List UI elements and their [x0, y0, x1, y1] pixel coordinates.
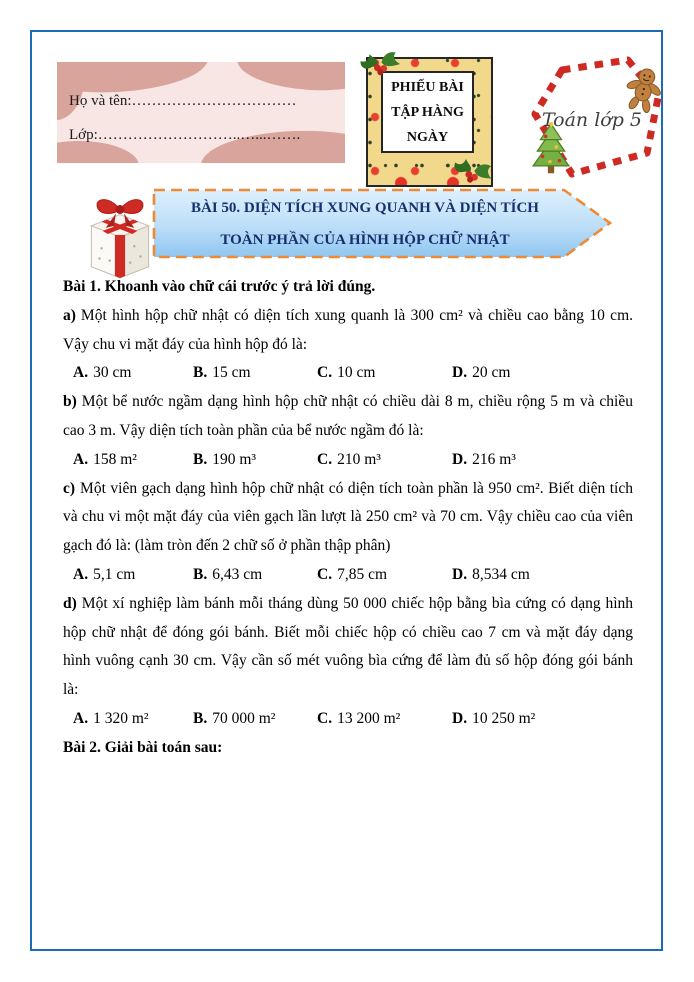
- lesson-title-line1: BÀI 50. DIỆN TÍCH XUNG QUANH VÀ DIỆN TÍCH: [191, 200, 539, 216]
- question-c: [63, 475, 633, 561]
- option-value: 7,85 cm: [337, 565, 388, 583]
- option-letter: D.: [452, 450, 468, 468]
- student-name-line: Họ và tên:……………………………: [69, 93, 297, 109]
- option-value: 210 m³: [337, 450, 381, 468]
- option-letter: A.: [73, 565, 89, 583]
- option-value: 10 cm: [337, 364, 376, 382]
- options-row-b: [63, 446, 633, 475]
- option-letter: C.: [317, 709, 333, 727]
- option-letter: A.: [73, 450, 89, 468]
- option-value: 6,43 cm: [212, 565, 263, 583]
- option-letter: C.: [317, 364, 333, 382]
- option-b-D: [452, 446, 633, 475]
- option-value: 70 000 m²: [212, 709, 276, 727]
- option-letter: D.: [452, 709, 468, 727]
- option-letter: B.: [193, 709, 208, 727]
- option-value: 15 cm: [212, 364, 251, 382]
- option-a-A: [73, 359, 193, 388]
- options-row-d: [63, 705, 633, 734]
- question-d-label: d): [63, 594, 77, 612]
- question-a-text: Một hình hộp chữ nhật có diện tích xung quanh là 300 cm² và chiều cao bằng 10 cm. Vậy chu vi mặt đáy của hình hộp đó là:: [63, 306, 633, 353]
- options-row-c: [63, 561, 633, 590]
- option-d-A: [73, 705, 193, 734]
- question-b: [63, 388, 633, 446]
- option-letter: B.: [193, 450, 208, 468]
- student-class-line: Lớp:………………………..…...…….: [69, 127, 301, 143]
- option-value: 13 200 m²: [337, 709, 401, 727]
- exercise1-heading: Bài 1. Khoanh vào chữ cái trước ý trả lời đúng.: [63, 278, 376, 295]
- lesson-title: [158, 192, 572, 256]
- option-letter: D.: [452, 565, 468, 583]
- option-a-D: [452, 359, 633, 388]
- option-d-B: [193, 705, 317, 734]
- daily-sheet-card: [366, 57, 493, 187]
- daily-sheet-title: [381, 71, 474, 153]
- option-a-C: [317, 359, 452, 388]
- student-info-lines: [57, 62, 345, 152]
- option-value: 5,1 cm: [93, 565, 136, 583]
- option-value: 216 m³: [472, 450, 516, 468]
- option-value: 190 m³: [212, 450, 257, 468]
- question-a-label: a): [63, 306, 76, 324]
- option-letter: C.: [317, 450, 333, 468]
- lesson-title-banner: [152, 188, 614, 259]
- question-c-text: Một viên gạch dạng hình hộp chữ nhật có diện tích toàn phần là 950 cm². Biết diện tích và chu vi một mặt đáy của viên gạch lần lượt là 250 cm² và 70 cm. Vậy chiều cao của viên gạch đó là: (làm tròn đến 2 chữ số ở phần thập phân): [63, 479, 633, 555]
- lesson-title-line2: TOÀN PHẦN CỦA HÌNH HỘP CHỮ NHẬT: [220, 232, 510, 248]
- option-letter: A.: [73, 364, 89, 382]
- question-d-text: Một xí nghiệp làm bánh mỗi tháng dùng 50 000 chiếc hộp bằng bìa cứng có dạng hình hộp chữ nhật để đóng gói bánh. Biết mỗi chiếc hộp có chiều cao 7 cm và mặt đáy dạng hình vuông cạnh 30 cm. Vậy cần số mét vuông bìa cứng để làm đủ số hộp đóng gói bánh là:: [63, 594, 633, 699]
- grade-badge: [528, 53, 666, 183]
- option-b-B: [193, 446, 317, 475]
- question-b-label: b): [63, 393, 77, 411]
- option-d-D: [452, 705, 633, 734]
- option-letter: B.: [193, 364, 208, 382]
- option-value: 158 m²: [93, 450, 137, 468]
- grade-badge-label: Toán lớp 5: [541, 109, 643, 131]
- option-b-C: [317, 446, 452, 475]
- exercise2-heading: Bài 2. Giải bài toán sau:: [63, 738, 223, 756]
- daily-sheet-line1: PHIẾU BÀI: [391, 79, 464, 95]
- gift-icon: [79, 189, 161, 284]
- option-value: 20 cm: [472, 364, 511, 382]
- holly-icon: [450, 154, 496, 193]
- daily-sheet-line3: NGÀY: [406, 129, 449, 145]
- option-value: 1 320 m²: [93, 709, 149, 727]
- option-c-A: [73, 561, 193, 590]
- option-letter: B.: [193, 565, 208, 583]
- option-c-D: [452, 561, 633, 590]
- worksheet-body: [63, 273, 633, 763]
- option-letter: D.: [452, 364, 468, 382]
- option-letter: C.: [317, 565, 333, 583]
- student-info-box: [57, 62, 345, 163]
- option-value: 10 250 m²: [472, 709, 536, 727]
- question-a: [63, 302, 633, 360]
- option-letter: A.: [73, 709, 89, 727]
- option-d-C: [317, 705, 452, 734]
- daily-sheet-line2: TẬP HÀNG: [391, 104, 464, 120]
- options-row-a: [63, 359, 633, 388]
- option-c-B: [193, 561, 317, 590]
- question-b-text: Một bể nước ngầm dạng hình hộp chữ nhật có chiều dài 8 m, chiều rộng 5 m và chiều cao 3 m. Vậy diện tích toàn phần của bể nước ngầm đó là:: [63, 393, 633, 439]
- question-d: [63, 590, 633, 705]
- option-value: 8,534 cm: [472, 565, 530, 583]
- option-value: 30 cm: [93, 364, 132, 382]
- question-c-label: c): [63, 479, 76, 497]
- option-a-B: [193, 359, 317, 388]
- option-c-C: [317, 561, 452, 590]
- option-b-A: [73, 446, 193, 475]
